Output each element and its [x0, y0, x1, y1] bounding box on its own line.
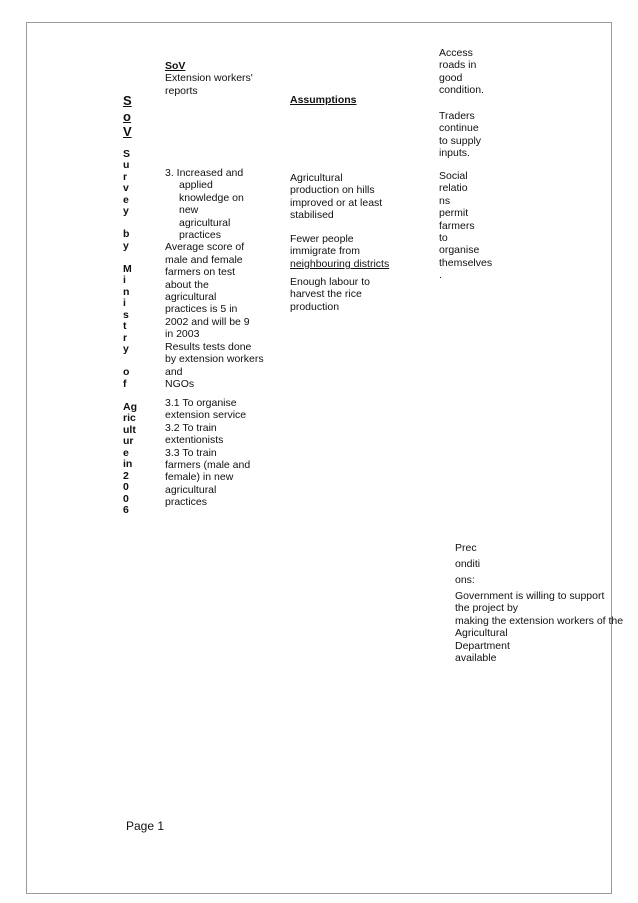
assumption-1: [290, 172, 382, 222]
right-line: themselves: [439, 256, 493, 269]
vertical-text-letter: e: [123, 193, 129, 206]
vertical-text-letter: u: [123, 159, 130, 171]
precondition-text-line: making the extension workers of the: [455, 614, 624, 627]
vertical-text-letter: i: [123, 274, 126, 286]
right-line: relatio: [439, 182, 468, 195]
precondition-text-line: the project by: [455, 602, 519, 614]
vertical-text-letter: r: [123, 331, 128, 344]
result-line: knowledge on: [179, 191, 244, 204]
indicator-line: Results tests done: [165, 340, 252, 353]
indicator-line: agricultural: [165, 291, 217, 304]
right-line: organise: [439, 244, 480, 257]
vertical-text-letter: in: [123, 458, 133, 470]
vertical-text-letter: y: [123, 239, 129, 252]
assumption-access: [439, 47, 484, 97]
right-line: .: [439, 269, 442, 282]
precondition-text-line: Government is willing to support: [455, 590, 605, 602]
activity-line: 3.2 To train: [165, 421, 217, 434]
right-line: farmers: [439, 219, 475, 232]
assumption-line: immigrate from: [290, 245, 361, 258]
assumptions-heading: [290, 94, 357, 106]
right-line: inputs.: [439, 147, 470, 160]
vertical-text-letter: y: [123, 343, 129, 355]
vertical-text-letter: 6: [123, 504, 129, 516]
precondition-label-line: onditi: [455, 558, 481, 570]
vertical-text-letter: o: [123, 366, 130, 378]
vertical-text-letter: t: [123, 320, 127, 332]
assumption-line: production on hills: [290, 184, 375, 197]
assumption-line: Fewer people: [290, 233, 354, 245]
vertical-sov-column: [123, 93, 137, 517]
assumption-2: [290, 233, 389, 270]
precondition-label-line: ons:: [455, 574, 475, 586]
vertical-text-letter: [123, 252, 137, 264]
vertical-text-letter: e: [123, 446, 129, 459]
assumption-line: neighbouring districts: [290, 257, 390, 270]
sov-line: Extension workers': [165, 72, 253, 85]
right-line: continue: [439, 122, 479, 135]
precondition-text-line: available: [455, 652, 497, 665]
right-line: Access: [439, 47, 473, 59]
right-line: Traders: [439, 110, 475, 122]
page-number: Page 1: [126, 819, 165, 833]
vertical-text-letter: 2: [123, 469, 129, 482]
right-line: Social: [439, 170, 468, 182]
right-line: good: [439, 71, 463, 84]
result-line: 3. Increased and: [165, 167, 244, 179]
indicator-line: practices is 5 in: [165, 303, 238, 316]
indicator-line: by extension workers: [165, 353, 264, 366]
indicator-line: Average score of: [165, 241, 245, 254]
assumption-line: Agricultural: [290, 172, 343, 184]
indicator-line: NGOs: [165, 377, 195, 390]
precondition-label-line: Prec: [455, 542, 477, 554]
vertical-text-letter: S: [123, 147, 131, 160]
vertical-heading-letter: S: [123, 93, 132, 108]
preconditions-label: [455, 540, 604, 604]
vertical-text-letter: M: [123, 262, 132, 275]
vertical-text-letter: y: [123, 205, 129, 217]
vertical-text-letter: ric: [123, 412, 136, 424]
vertical-text-letter: f: [123, 377, 127, 390]
assumption-line: Enough labour to: [290, 276, 370, 288]
precondition-text-line: Department: [455, 639, 510, 652]
vertical-text-letter: s: [123, 308, 129, 321]
vertical-text-letter: 0: [123, 481, 129, 493]
sov-line: reports: [165, 84, 198, 97]
assumption-line: harvest the rice: [290, 288, 362, 301]
activity-line: agricultural: [165, 483, 217, 496]
right-line: roads in: [439, 59, 477, 72]
result-line: practices: [179, 229, 222, 242]
vertical-survey-text: [123, 149, 137, 517]
preconditions-text: [455, 602, 623, 665]
result-line: agricultural: [179, 216, 231, 229]
vertical-text-letter: ult: [123, 423, 136, 436]
activity-line: extension service: [165, 409, 247, 422]
indicator-line: and: [165, 365, 183, 378]
activity-line: practices: [165, 496, 208, 509]
vertical-text-letter: i: [123, 297, 126, 309]
vertical-text-letter: b: [123, 228, 130, 240]
vertical-text-letter: ur: [123, 435, 134, 447]
vertical-text-letter: 0: [123, 492, 129, 505]
vertical-text-letter: r: [123, 170, 128, 183]
vertical-text-letter: n: [123, 285, 130, 298]
activity-block: [165, 397, 250, 509]
indicator-line: in 2003: [165, 328, 200, 341]
result-line: applied: [179, 179, 213, 192]
precondition-text-line: Agricultural: [455, 627, 508, 640]
result-block: [165, 167, 264, 390]
right-line: to supply: [439, 134, 482, 147]
vertical-text-letter: v: [123, 182, 129, 194]
assumption-3: [290, 276, 370, 313]
assumption-line: improved or at least: [290, 196, 383, 209]
right-line: to: [439, 232, 448, 245]
activity-line: female) in new: [165, 471, 234, 484]
activity-line: 3.3 To train: [165, 446, 217, 459]
activity-line: 3.1 To organise: [165, 397, 237, 409]
indicator-line: male and female: [165, 253, 243, 266]
vertical-text-letter: Ag: [123, 400, 137, 413]
result-line: new: [179, 204, 199, 217]
vertical-text-letter: [123, 390, 137, 402]
assumption-social: [439, 170, 492, 282]
assumption-line: stabilised: [290, 209, 334, 222]
indicator-line: about the: [165, 278, 209, 291]
activity-line: extentionists: [165, 434, 224, 447]
vertical-heading-letter: o: [123, 108, 131, 124]
indicator-line: 2002 and will be 9: [165, 315, 250, 328]
right-line: permit: [439, 207, 469, 220]
activity-line: farmers (male and: [165, 459, 251, 472]
assumptions-heading-text: Assumptions: [290, 94, 357, 106]
page-border: [26, 22, 612, 894]
assumption-traders: [439, 110, 481, 160]
indicator-line: farmers on test: [165, 266, 236, 279]
right-line: ns: [439, 194, 451, 207]
sov-heading: SoV: [165, 60, 186, 72]
sov-block: [165, 60, 253, 97]
right-line: condition.: [439, 84, 484, 97]
vertical-sov-heading: [123, 93, 137, 140]
vertical-heading-letter: V: [123, 124, 132, 139]
assumption-line: production: [290, 300, 340, 313]
